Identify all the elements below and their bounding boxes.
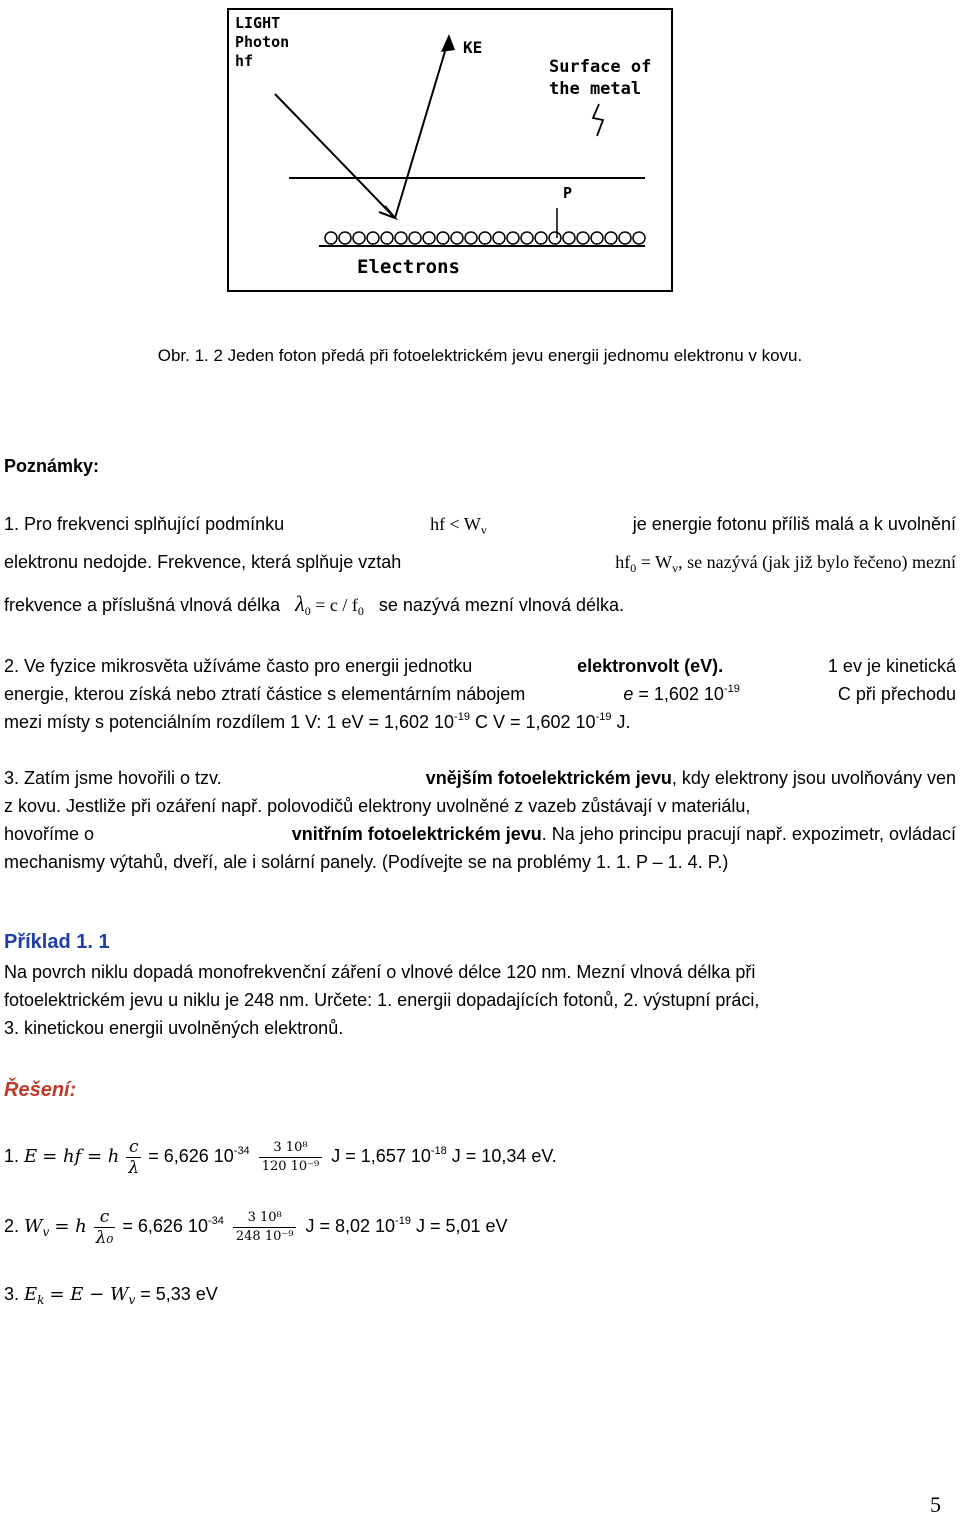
label-p: P [563,184,573,202]
step-2-fraction [233,1210,297,1245]
charge-symbol: e [623,684,634,704]
step-1-joules-exp: -18 [430,1145,447,1157]
step-2-result: J = 5,01 eV [415,1216,508,1236]
step-2-planck-exp: -34 [207,1215,224,1227]
note-1-condition [430,510,487,538]
relation-subv: v [672,561,679,575]
surface-label [549,56,651,100]
figure-caption: Obr. 1. 2 Jeden foton předá při fotoelektrickém jevu energii jednomu elektronu v kovu. [157,346,803,365]
light-photon-label [235,14,289,71]
step-3-energy-symbol: E [24,1284,38,1305]
solution-step-1 [4,1134,557,1179]
note-1-lambda [295,591,364,618]
example-line-2: fotoelektrickém jevu u niklu je 248 nm. Určete: 1. energii dopadajících fotonů, 2. výstupní práci, [4,990,760,1010]
step-1-result: J = 10,34 eV. [451,1146,557,1166]
note-1-relation [615,548,956,576]
note-1-line3-text-a: frekvence a příslušná vlnová délka [4,595,281,615]
note-2-line-1 [4,652,956,680]
note-2-charge [623,680,740,708]
note-3-line-1 [4,764,956,792]
step-1-energy-symbol: E [24,1146,38,1167]
note-3-line4-text: mechanismy výtahů, dveří, ale i solární panely. (Podívejte se na problémy 1. 1. P – 1. 4. P.) [4,852,729,872]
label-ke: KE [463,38,483,57]
note-1-line2-text-a: elektronu nedojde. Frekvence, která splňuje vztah [4,552,402,572]
step-3-energy-sub: k [37,1293,45,1307]
label-surface-line1: Surface of [549,57,652,77]
step-1-fraction [259,1140,323,1175]
step-2-frac-den: 248 10⁻⁹ [235,1228,294,1244]
note-2-exp-2: -19 [595,711,612,723]
ke-arrowhead [441,34,455,52]
notes-heading: Poznámky: [4,456,100,476]
figure-drawing [227,8,673,292]
note-2-line3-text-b: C V = 1,602 10 [474,712,596,732]
note-3-line1-text-a: 3. Zatím jsme hovořili o tzv. [4,768,222,788]
example-heading: Příklad 1. 1 [4,931,110,953]
note-3-line1-text-b: , kdy elektrony jsou uvolňovány ven [671,768,956,788]
figure-frame [228,9,672,291]
example-line-1: Na povrch niklu dopadá monofrekvenční záření o vlnové délce 120 nm. Mezní vlnová délka při [4,962,756,982]
note-2-line3-text-c: J. [616,712,631,732]
note-2-line2-text-c: C při přechodu [837,684,956,704]
incoming-photon-arrowhead [379,206,395,218]
relation-sub0: 0 [630,561,637,575]
label-surface-line2: the metal [549,79,642,99]
note-1-text-a: 1. Pro frekvenci splňující podmínku [4,514,285,534]
page-number: 5 [930,1492,941,1517]
label-electrons: Electrons [357,256,460,278]
lambda-sub: 0 [304,604,311,618]
step-1-joules: J = 1,657 10 [331,1146,431,1166]
step-1-frac-num: 3 10⁸ [259,1140,323,1158]
step-2-joules: J = 8,02 10 [305,1216,396,1236]
step-1-hf: = hf = h [42,1146,120,1167]
note-1-line-2 [4,548,956,576]
note-3-line-3 [4,820,956,848]
step-3-eq: = E − W [49,1284,129,1305]
note-3-line2-text: z kovu. Jestliže při ozáření např. polovodičů elektrony uvolněné z vazeb zůstávají v materiálu, [4,796,751,816]
note-2-line3-text-a: mezi místy s potenciálním rozdílem 1 V: 1 eV = 1,602 10 [4,712,455,732]
condition-text: hf < W [430,514,481,534]
note-1-text-b: je energie fotonu příliš malá a k uvolnění [632,514,956,534]
note-1-line-1 [4,510,956,538]
photoelectric-figure [227,8,673,292]
step-2-lambda0: λ₀ [95,1227,114,1248]
incoming-photon-line [275,94,395,218]
step-1-planck: = 6,626 10 [148,1146,234,1166]
charge-exponent: -19 [723,683,740,695]
note-3-bold-internal: vnitřním fotoelektrickém jevu [291,824,542,844]
note-2-line1-text-b: 1 ev je kinetická [827,656,956,676]
step-2-work-sub: v [42,1225,50,1239]
step-2-c-over-lambda0 [94,1208,116,1247]
step-3-result: = 5,33 eV [140,1284,218,1304]
solution-heading: Řešení: [4,1079,77,1101]
electron-row [325,232,645,244]
note-1-line-3 [4,590,624,619]
note-1-line2-text-b: , se nazývá (jak již bylo řečeno) mezní [678,552,956,572]
step-2-joules-exp: -19 [395,1215,411,1227]
step-1-lambda: λ [128,1157,140,1178]
step-2-eq-h: = h [54,1216,87,1237]
lambda-sub2: 0 [357,604,364,618]
relation-eq: = W [640,552,673,572]
step-1-planck-exp: -34 [233,1145,250,1157]
step-3-work-sub: v [128,1293,136,1307]
note-3-line-2 [4,792,956,820]
lambda-symbol: λ [295,591,305,616]
lambda-rest: = c / f [315,595,358,615]
step-3-number: 3. [4,1284,20,1304]
note-2-exp-1: -19 [454,711,470,723]
note-2-line-2 [4,680,956,708]
charge-value: = 1,602 10 [638,684,724,704]
label-hf: hf [235,52,254,70]
note-2-line2-text-a: energie, kterou získá nebo ztratí částice s elementárním nábojem [4,684,526,704]
condition-sub: v [480,523,487,537]
ke-arrow-line [395,38,449,218]
label-photon: Photon [235,33,290,51]
note-2-line1-text-a: 2. Ve fyzice mikrosvěta užíváme často pro energii jednotku [4,656,473,676]
note-2-bold-unit: elektronvolt (eV). [577,656,724,676]
note-3-line3-text-a: hovoříme o [4,824,95,844]
step-1-c: c [126,1138,141,1158]
step-1-c-over-lambda [126,1138,141,1177]
note-2-line-3 [4,708,631,736]
solution-step-2 [4,1204,508,1249]
note-3-line3-text-b: . Na jeho principu pracují např. expozimetr, ovládací [541,824,956,844]
note-3-line-4 [4,848,728,876]
note-3-bold-external: vnějším fotoelektrickém jevu [425,768,672,788]
step-2-frac-num: 3 10⁸ [233,1210,297,1228]
solution-step-3 [4,1276,218,1313]
step-1-number: 1. [4,1146,20,1166]
relation-hf: hf [615,552,631,572]
surface-pointer [593,104,603,136]
step-2-c: c [94,1208,116,1228]
example-line-3: 3. kinetickou energii uvolněných elektronů. [4,1018,344,1038]
step-2-number: 2. [4,1216,20,1236]
label-light: LIGHT [235,14,281,32]
step-2-work-symbol: W [24,1216,43,1237]
step-1-frac-den: 120 10⁻⁹ [261,1158,320,1174]
note-1-line3-text-b: se nazývá mezní vlnová délka. [378,595,624,615]
step-2-planck: = 6,626 10 [122,1216,208,1236]
